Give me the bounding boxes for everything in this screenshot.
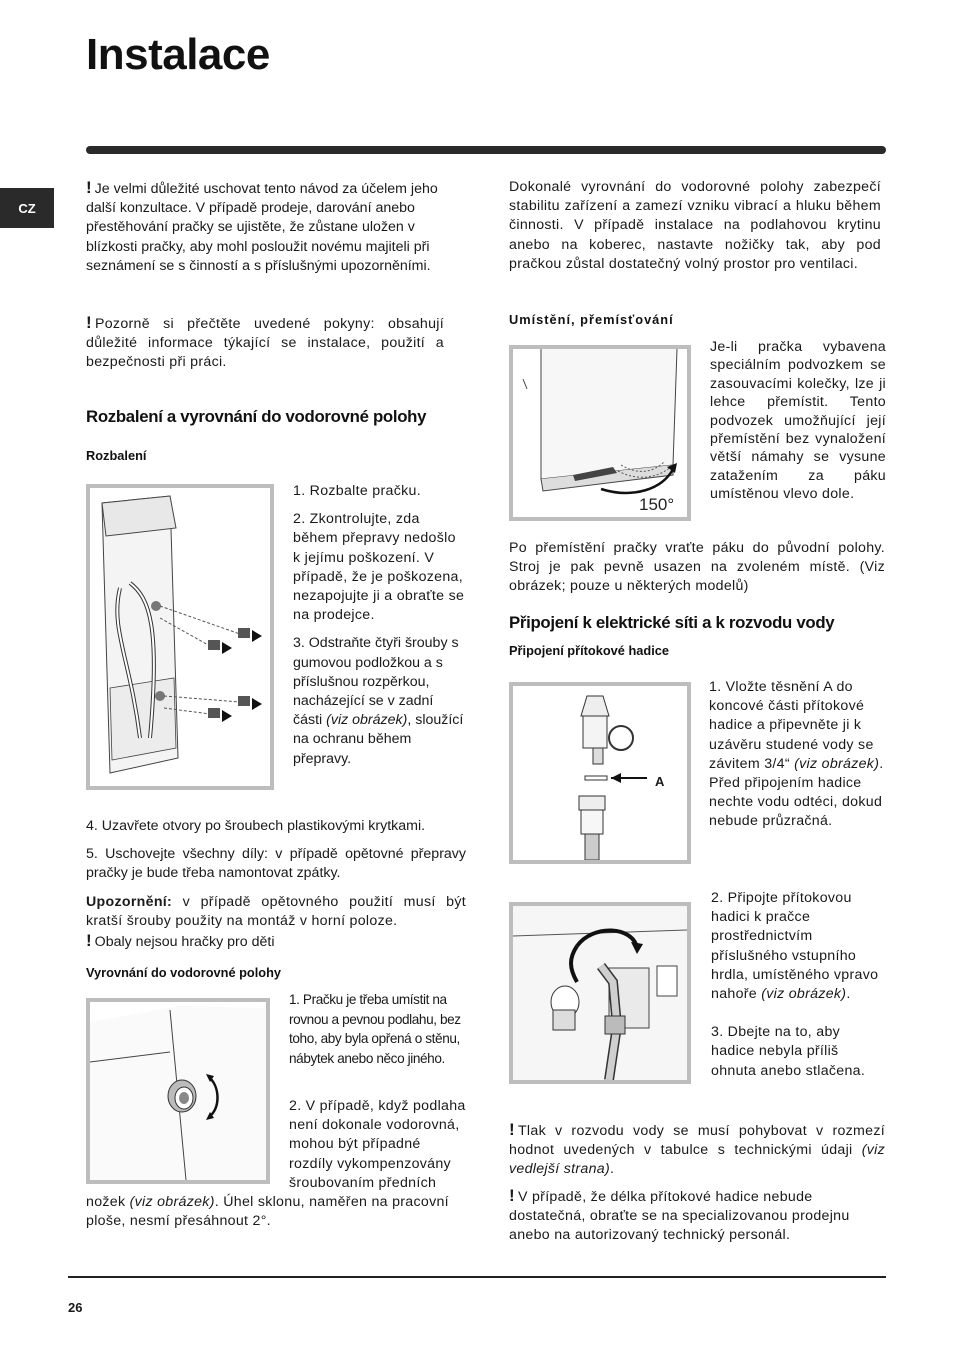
page-title: Instalace: [86, 30, 270, 79]
section-title-connection: Připojení k elektrické síti a k rozvodu vody: [509, 613, 835, 632]
hose-step-3: 3. Dbejte na to, aby hadice nebyla příliš ohnuta anebo stlačena.: [711, 1024, 866, 1079]
warning-icon: !: [86, 931, 92, 951]
unpack-step-5: 5. Uschovejte všechny díly: v případě opětovné přepravy pračky je bude třeba namontovat zpátky.: [86, 846, 466, 882]
warning-icon: !: [86, 178, 92, 197]
moving-text-b: Po přemístění pračky vraťte páku do původní polohy. Stroj je pak pevně usazen na zvoleném místě. (Viz obrázek; pouze u některých modelů): [509, 540, 885, 595]
hose-step-1: 1. Vložte těsnění A do koncové části přítokové hadice a připevněte ji k uzávěru studené vody se závitem 3/4“ (viz obrázek). Před připojením hadice nechte vodu odtéci, dokud nebude průzračná.: [709, 679, 884, 830]
hose-length-note: ! V případě, že délka přítokové hadice nebude dostatečná, obraťte se na specializovanou prodejnu anebo na autorizovaný technický personál.: [509, 1185, 850, 1244]
figure-wheels-lever: [509, 345, 691, 521]
hose-steps-2-3: [711, 889, 887, 1081]
tap-seal-illustration: [513, 686, 687, 860]
subheading-moving: Umístění, přemísťování: [509, 312, 674, 327]
unpack-step-1: 1. Rozbalte pračku.: [293, 483, 421, 499]
warning-icon: !: [509, 1120, 515, 1139]
leveling-step-2: 2. V případě, když podlaha není dokonale vodorovná, mohou být případné rozdíly vykompenzovány šroubovaním předních nožek (viz obrázek). Úhel sklonu, naměřen na pracovní ploše, nesmí přesáhnout 2°.: [86, 1098, 466, 1230]
wheels-lever-illustration: [513, 349, 687, 517]
language-tab: CZ: [0, 188, 54, 228]
page-number: 26: [68, 1300, 83, 1315]
figure-transport-screws: [86, 484, 274, 790]
unpack-steps: [293, 482, 465, 769]
subheading-unpack: Rozbalení: [86, 448, 147, 463]
leveling-step-1: 1. Pračku je třeba umístit na rovnou a pevnou podlahu, bez toho, aby byla opřená o stěnu, nábytek anebo něco jiného.: [289, 992, 461, 1066]
subheading-inlet-hose: Připojení přítokové hadice: [509, 643, 669, 658]
section-title-unpack-level: Rozbalení a vyrovnání do vodorovné polohy: [86, 407, 427, 426]
warning-icon: !: [509, 1185, 515, 1205]
moving-text-a: Je-li pračka vybavena speciálním podvozkem se zasouvacími kolečky, lze ji lehce přemístit. Tento podvozek umožňující její přemístění bez vynaložení větší námahy se vysune zatažením za páku umístěnou vlevo dole.: [710, 339, 886, 503]
intro-note-1: ! Je velmi důležité uschovat tento návod za účelem jeho další konzultace. V případě prodeje, darování anebo přestěhování pračky se ujistěte, že zůstane uložen v blízkosti pračky, aby mohl posloužit novému majiteli při seznámení se s činností a s příslušnými upozorněními.: [86, 178, 438, 274]
seal-label-a: A: [655, 774, 665, 789]
unpack-step-3: 3. Odstraňte čtyři šrouby s gumovou podložkou a s příslušnou rozpěrkou, nacházející se v zadní části (viz obrázek), sloužící na ochranu během přepravy.: [293, 635, 464, 767]
unpack-warning: Upozornění: v případě opětovného použití musí být kratší šrouby použity na montáž v horní poloze.: [86, 893, 466, 929]
unpack-step-4: 4. Uzavřete otvory po šroubech plastikovými krytkami.: [86, 818, 426, 834]
intro-note-2: ! Pozorně si přečtěte uvedené pokyny: obsahují důležité informace týkající se instalace, použití a bezpečnosti při práci.: [86, 313, 444, 371]
packaging-warning: ! Obaly nejsou hračky pro děti: [86, 931, 275, 951]
warning-icon: !: [86, 313, 92, 332]
angle-label: 150°: [639, 495, 675, 514]
hose-notes: [509, 1120, 885, 1245]
unpack-steps-continued: [86, 817, 466, 952]
pressure-note: ! Tlak v rozvodu vody se musí pohybovat v rozmezí hodnot uvedených v tabulce s technickými údaji (viz vedlejší strana).: [509, 1120, 885, 1178]
footer-divider: [68, 1276, 886, 1278]
title-divider: [86, 146, 886, 154]
hose-step-2: 2. Připojte přítokovou hadici k pračce prostřednictvím příslušného vstupního hrdla, umístěného vpravo nahoře (viz obrázek).: [711, 890, 879, 1003]
unpack-step-2: 2. Zkontrolujte, zda během přepravy nedošlo k jejímu poškození. V případě, že je poškozena, nezapojujte ji a obraťte se na prodejce.: [293, 511, 465, 624]
right-intro: Dokonalé vyrovnání do vodorovné polohy zabezpečí stabilitu zařízení a zamezí vzniku vibrací a hluku během činnosti. V případě instalace na podlahovou krytinu anebo na koberec, nastavte nožičky tak, aby pod pračkou zůstal dostatečný volný prostor pro ventilaci.: [509, 179, 881, 272]
figure-hose-connection: [509, 902, 691, 1084]
figure-tap-seal: [509, 682, 691, 864]
subheading-leveling: Vyrovnání do vodorovné polohy: [86, 965, 282, 980]
transport-screws-illustration: [90, 488, 270, 786]
hose-connection-illustration: [513, 906, 687, 1080]
